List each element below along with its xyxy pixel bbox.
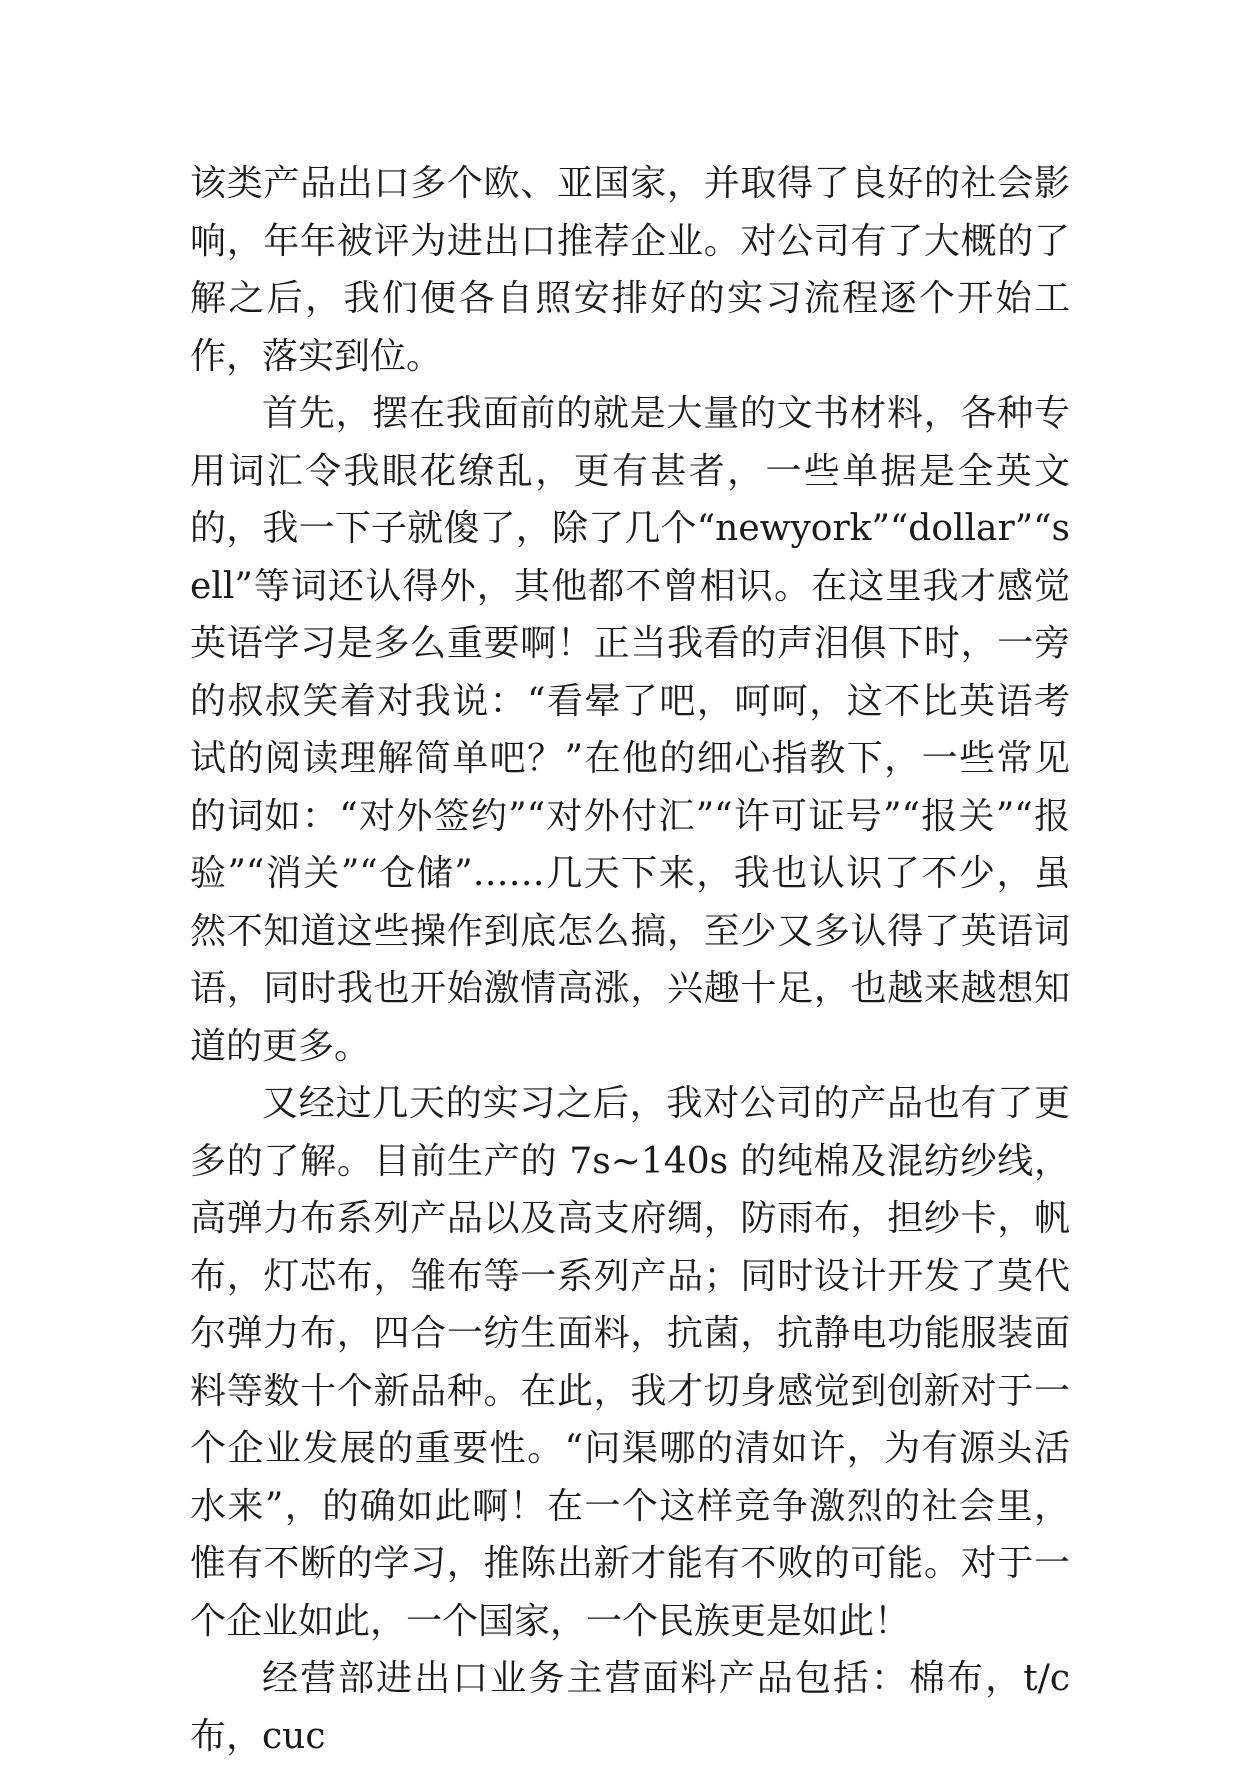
paragraph-3: 又经过几天的实习之后，我对公司的产品也有了更多的了解。目前生产的 7s~140s 的纯棉及混纺纱线，高弹力布系列产品以及高支府绸，防雨布，担纱卡，帆布，灯芯布，雏布等一系列产品；同时设计开发了莫代尔弹力布，四合一纺生面料，抗菌，抗静电功能服装面料等数十个新品种。在此，我才切身感觉到创新对于一个企业发展的重要性。“问渠哪的清如许，为有源头活水来”，的确如此啊！在一个这样竞争激烈的社会里，惟有不断的学习，推陈出新才能有不败的可能。对于一个企业如此，一个国家，一个民族更是如此！ (190, 1083, 1070, 1642)
document-body (190, 155, 1070, 1765)
paragraph-2: 首先，摆在我面前的就是大量的文书材料，各种专用词汇令我眼花缭乱，更有甚者，一些单据是全英文的，我一下子就傻了，除了几个“newyork”“dollar”“sell”等词还认得外，其他都不曾相识。在这里我才感觉英语学习是多么重要啊！正当我看的声泪俱下时，一旁的叔叔笑着对我说：“看晕了吧，呵呵，这不比英语考试的阅读理解简单吧？”在他的细心指教下，一些常见的词如：“对外签约”“对外付汇”“许可证号”“报关”“报验”“消关”“仓储”……几天下来，我也认识了不少，虽然不知道这些操作到底怎么搞，至少又多认得了英语词语，同时我也开始激情高涨，兴趣十足，也越来越想知道的更多。 (190, 393, 1070, 1067)
paragraph-1: 该类产品出口多个欧、亚国家，并取得了良好的社会影响，年年被评为进出口推荐企业。对公司有了大概的了解之后，我们便各自照安排好的实习流程逐个开始工作，落实到位。 (190, 163, 1070, 377)
paragraph-4: 经营部进出口业务主营面料产品包括：棉布，t/c 布，cuc (190, 1658, 1070, 1757)
